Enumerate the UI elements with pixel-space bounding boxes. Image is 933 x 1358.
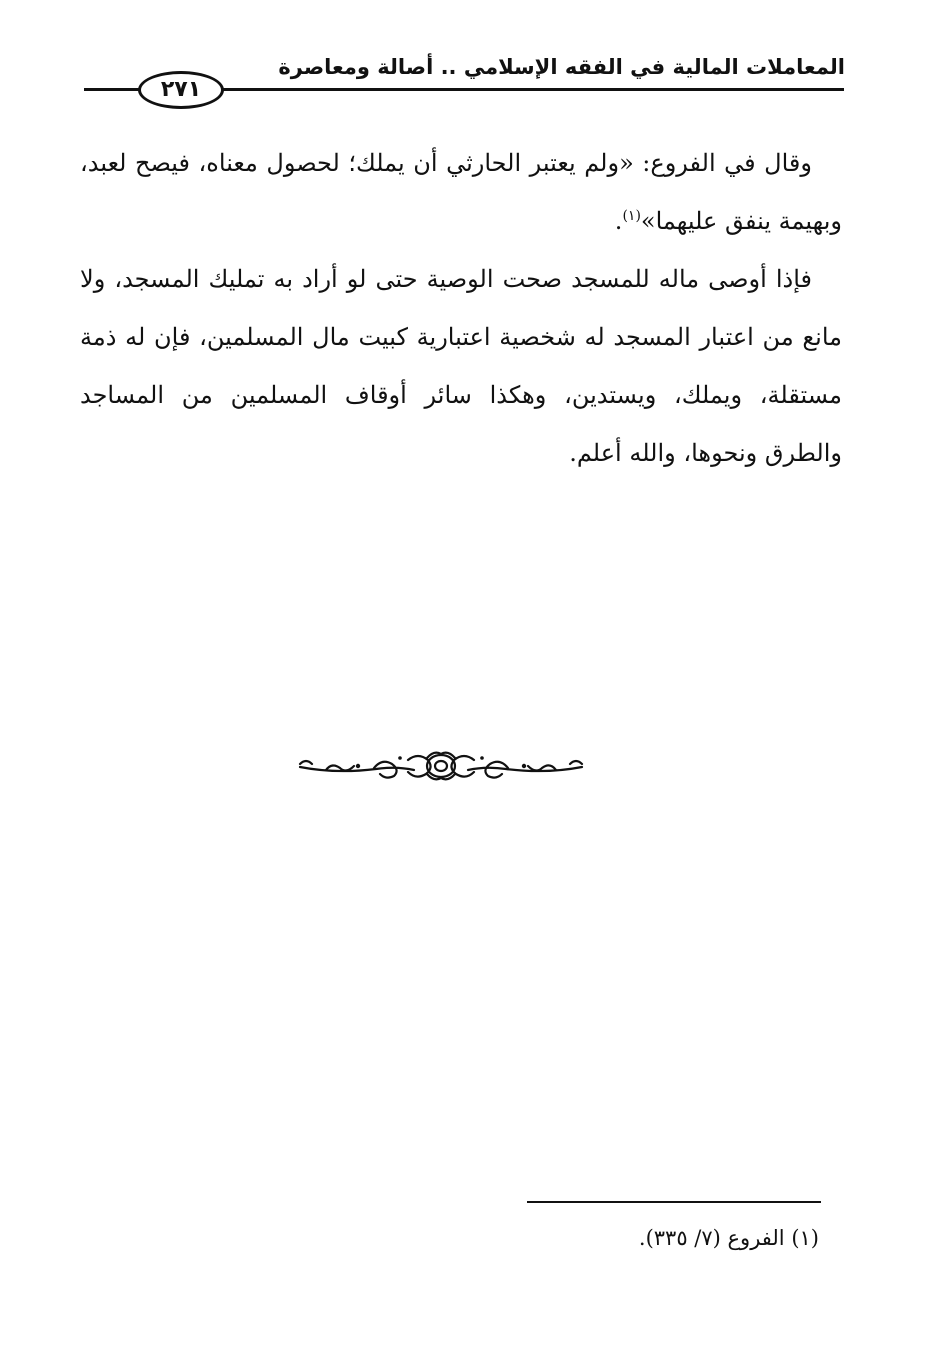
section-divider-ornament (296, 748, 586, 784)
paragraph-1-text: وقال في الفروع: «ولم يعتبر الحارثي أن يملك؛ لحصول معناه، فيصح لعبد، وبهيمة ينفق عليهما» (80, 149, 842, 235)
main-text (80, 134, 842, 482)
footnote-1: (١) الفروع (٧/ ٣٣٥). (638, 1226, 819, 1250)
paragraph-2: فإذا أوصى ماله للمسجد صحت الوصية حتى لو أراد به تمليك المسجد، ولا مانع من اعتبار المسجد له شخصية اعتبارية كبيت مال المسلمين، فإن له ذمة مستقلة، ويملك، ويستدين، وهكذا سائر أوقاف المسلمين من المساجد والطرق ونحوها، والله أعلم. (80, 265, 842, 467)
footnote-rule (527, 1201, 821, 1203)
paragraph-1-end: . (614, 207, 623, 235)
page-number: ٢٧١ (138, 71, 224, 109)
footnote-reference: (١) (622, 208, 641, 224)
paragraph-1 (80, 134, 842, 250)
running-title: المعاملات المالية في الفقه الإسلامي .. أصالة ومعاصرة (278, 55, 845, 79)
